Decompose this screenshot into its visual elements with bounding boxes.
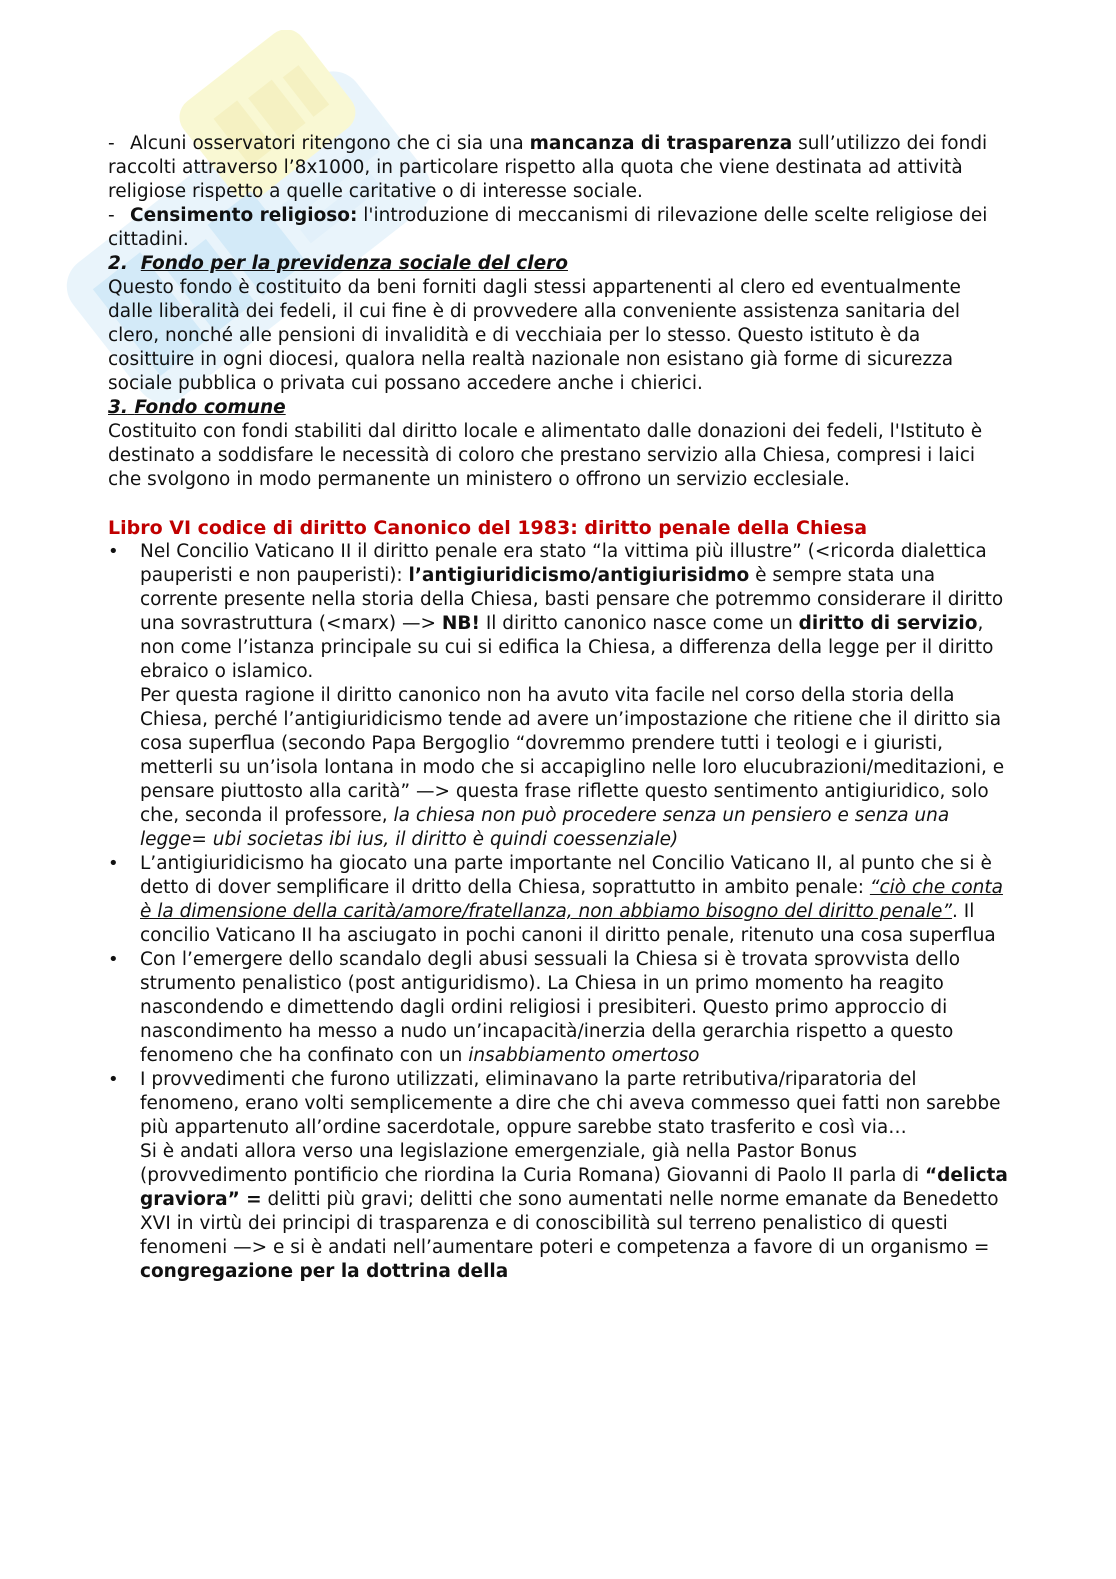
section-heading: 2. Fondo per la previdenza sociale del clero: [108, 253, 568, 274]
bullet-list: [108, 540, 1008, 1284]
bullet-icon: •: [108, 853, 119, 874]
list-item: • Nel Concilio Vaticano II il diritto penale era stato “la vittima più illustre” (<ricorda dialettica pauperisti e non pauperisti): l’antigiuridicismo/antigiurisidmo è sempre stata una corrente presente nella storia della Chiesa, basti pensare che potremmo considerare il diritto una sovrastruttura (<marx) —> NB! Il diritto canonico nasce come un diritto di servizio, non come l’istanza principale su cui si edifica la Chiesa, a differenza della legge per il diritto ebraico o islamico. Per questa ragione il diritto canonico non ha avuto vita facile nel corso della storia della Chiesa, perché l’antigiuridicismo tende ad avere un’impostazione che ritiene che il diritto sia cosa superflua (secondo Papa Bergoglio “dovremmo prendere tutti i teologi e i giuristi, metterli su un’isola lontana in modo che si accapiglino nelle loro elucubrazioni/meditazioni, e pensare piuttosto alla carità” —> questa frase riflette questo sentimento antigiuridico, solo che, seconda il professore, la chiesa non può procedere senza un pensiero e senza una legge= ubi societas ibi ius, il diritto è quindi coessenziale): [108, 541, 1005, 850]
dash-marker: -: [108, 133, 115, 154]
list-item: • I provvedimenti che furono utilizzati, eliminavano la parte retributiva/riparatoria del fenomeno, erano volti semplicemente a dire che chi aveva commesso quei fatti non sarebbe più appartenuto all’ordine sacerdotale, oppure sarebbe stato trasferito e così via… Si è andati allora verso una legislazione emergenziale, già nella Pastor Bonus (provvedimento pontificio che riordina la Curia Romana) Giovanni di Paolo II parla di “delicta graviora” = delitti più gravi; delitti che sono aumentati nelle norme emanate da Benedetto XVI in virtù dei principi di trasparenza e di conoscibilità sul terreno penalistico di questi fenomeni —> e si è andati nell’aumentare poteri e competenza a favore di un organismo = congregazione per la dottrina della: [108, 1069, 1008, 1282]
bullet-icon: •: [108, 1069, 119, 1090]
dash-marker: -: [108, 205, 115, 226]
section-body: Questo fondo è costituito da beni forniti dagli stessi appartenenti al clero ed eventualmente dalle liberalità dei fedeli, il cui fine è di provvedere alla conveniente assistenza sanitaria del clero, nonché alle pensioni di invalidità e di vecchiaia per lo stesso. Questo istituto è da cosittuire in ogni diocesi, qualora nella realtà nazionale non esistano già forme di sicurezza sociale pubblica o privata cui possano accedere anche i chierici.: [108, 277, 961, 394]
list-item: - Censimento religioso: l'introduzione di meccanismi di rilevazione delle scelte religiose dei cittadini.: [108, 205, 988, 250]
list-item: - Alcuni osservatori ritengono che ci sia una mancanza di trasparenza sull’utilizzo dei fondi raccolti attraverso l’8x1000, in particolare rispetto alla quota che viene destinata ad attività religiose rispetto a quelle caritative o di interesse sociale.: [108, 133, 988, 202]
spacer: [108, 492, 1008, 516]
bold-term: Censimento religioso:: [130, 205, 358, 226]
bullet-icon: •: [108, 949, 119, 970]
chapter-heading: Libro VI codice di diritto Canonico del 1983: diritto penale della Chiesa: [108, 517, 868, 539]
bold-term: mancanza di trasparenza: [529, 133, 793, 154]
list-item: • Con l’emergere dello scandalo degli abusi sessuali la Chiesa si è trovata sprovvista dello strumento penalistico (post antiguridismo). La Chiesa in un primo momento ha reagito nascondendo e dimettendo dagli ordini religiosi i presibiteri. Questo primo approccio di nascondimento ha messo a nudo un’incapacità/inerzia della gerarchia rispetto a questo fenomeno che ha confinato con un insabbiamento omertoso: [108, 949, 961, 1066]
bullet-icon: •: [108, 541, 119, 562]
document-page: [108, 132, 1008, 1284]
list-item: • L’antigiuridicismo ha giocato una parte importante nel Concilio Vaticano II, al punto che si è detto di dover semplificare il dritto della Chiesa, soprattutto in ambito penale: “ciò che conta è la dimensione della carità/amore/fratellanza, non abbiamo bisogno del diritto penale”. Il concilio Vaticano II ha asciugato in pochi canoni il diritto penale, ritenuto una cosa superflua: [108, 853, 1003, 946]
section-heading: 3. Fondo comune: [108, 397, 286, 418]
section-body: Costituito con fondi stabiliti dal diritto locale e alimentato dalle donazioni dei fedeli, l'Istituto è destinato a soddisfare le necessità di coloro che prestano servizio alla Chiesa, compresi i laici che svolgono in modo permanente un ministero o offrono un servizio ecclesiale.: [108, 421, 983, 490]
